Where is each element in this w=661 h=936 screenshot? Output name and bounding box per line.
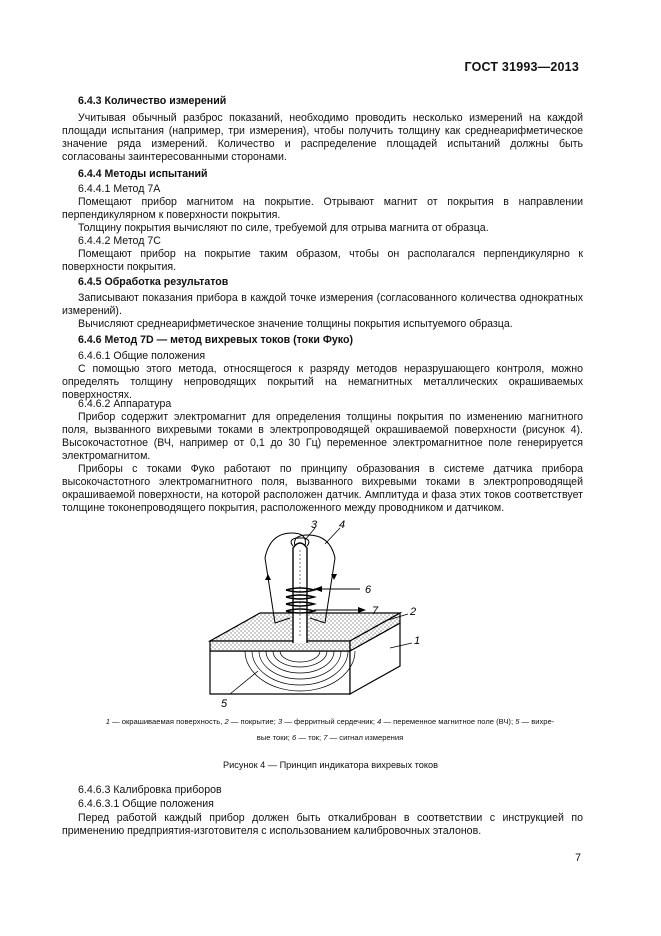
subsection-6-4-6-1: 6.4.6.1 Общие положения bbox=[78, 350, 206, 362]
results-paragraph-2: Вычисляют среднеарифметическое значение толщины покрытия испытуемого образца. bbox=[78, 318, 513, 330]
method-7a-paragraph-2: Толщину покрытия вычисляют по силе, требуемой для отрыва магнита от образца. bbox=[78, 222, 489, 234]
signal-arrow bbox=[358, 607, 366, 613]
calibration-paragraph: Перед работой каждый прибор должен быть откалиброван в соответствии с инструкцией по применению предприятия-изготовителя с использованием калибровочных эталонов. bbox=[62, 812, 583, 838]
section-6-4-5-heading: 6.4.5 Обработка результатов bbox=[78, 276, 229, 288]
results-paragraph-1: Записывают показания прибора в каждой точке измерения (согласованного количества однократных измерений). bbox=[62, 292, 583, 318]
page-number: 7 bbox=[575, 852, 581, 864]
figure-legend: 1 — окрашиваемая поверхность, 2 — покрытие; 3 — ферритный сердечник; 4 — переменное магнитное поле (ВЧ); 5 — вихре- вые токи; 6 — ток; 7 — сигнал измерения bbox=[105, 717, 555, 742]
subsection-6-4-6-2: 6.4.6.2 Аппаратура bbox=[78, 398, 172, 410]
label-5: 5 bbox=[221, 698, 228, 710]
label-1: 1 bbox=[414, 635, 421, 647]
section-6-4-4-heading: 6.4.4 Методы испытаний bbox=[78, 168, 208, 180]
label-6: 6 bbox=[365, 584, 372, 596]
label-7: 7 bbox=[372, 605, 379, 617]
subsection-6-4-4-2: 6.4.4.2 Метод 7С bbox=[78, 235, 161, 247]
label-3: 3 bbox=[311, 519, 318, 531]
method-7a-paragraph-1: Помещают прибор магнитом на покрытие. Отрывают магнит от покрытия в направлении перпендикулярном к поверхности покрытия. bbox=[62, 196, 583, 222]
section-6-4-6-heading: 6.4.6 Метод 7D — метод вихревых токов (токи Фуко) bbox=[78, 334, 353, 346]
apparatus-paragraph-1: Прибор содержит электромагнит для определения толщины покрытия по изменению магнитного поля, вызванного вихревыми токами в электропроводящей окрашиваемой поверхности (рисунок 4). Высокочастотное (ВЧ, например от 0,1 до 30 Гц) переменное электромагнитное поле генерируется электромагнитом. bbox=[62, 411, 583, 463]
method-7c-paragraph: Помещают прибор на покрытие таким образом, чтобы он располагался перпендикулярно к поверхности покрытия. bbox=[62, 248, 583, 274]
subsection-6-4-6-3-1: 6.4.6.3.1 Общие положения bbox=[78, 798, 214, 810]
eddy-general-paragraph: С помощью этого метода, относящегося к разряду методов неразрушающего контроля, можно определять толщину непроводящих покрытий на немагнитных металлических окрашиваемых поверхностях. bbox=[62, 363, 583, 402]
subsection-6-4-6-3: 6.4.6.3 Калибровка приборов bbox=[78, 784, 222, 796]
figure-title: Рисунок 4 — Принцип индикатора вихревых токов bbox=[222, 760, 439, 770]
apparatus-paragraph-2: Приборы с токами Фуко работают по принципу образования в системе датчика прибора высокочастотного электромагнитного поля, вызванного вихревыми токами в электропроводящей окрашиваемой поверхности, на которой расположен датчик. Амплитуда и фаза этих токов соответствует толщине токонепроводящего покрытия, расположенного между проводником и датчиком. bbox=[62, 463, 583, 515]
section-6-4-3-heading: 6.4.3 Количество измерений bbox=[78, 95, 227, 107]
coating-front-face bbox=[210, 641, 350, 651]
eddy-current-diagram bbox=[200, 518, 440, 714]
section-6-4-3-paragraph: Учитывая обычный разброс показаний, необходимо проводить несколько измерений на каждой площади испытания (например, три измерения), чтобы получить толщину как среднеарифметическое значение ряда измерений. Количество и распределение площадей испытаний должны быть согласованы заинтересованными сторонами. bbox=[62, 112, 583, 164]
substrate-front-face bbox=[210, 651, 350, 694]
field-arrow-left bbox=[265, 574, 271, 580]
label-2: 2 bbox=[410, 606, 417, 618]
current-arrow bbox=[314, 586, 322, 592]
document-header: ГОСТ 31993—2013 bbox=[464, 60, 579, 74]
label-4: 4 bbox=[339, 519, 346, 531]
subsection-6-4-4-1: 6.4.4.1 Метод 7А bbox=[78, 183, 161, 195]
